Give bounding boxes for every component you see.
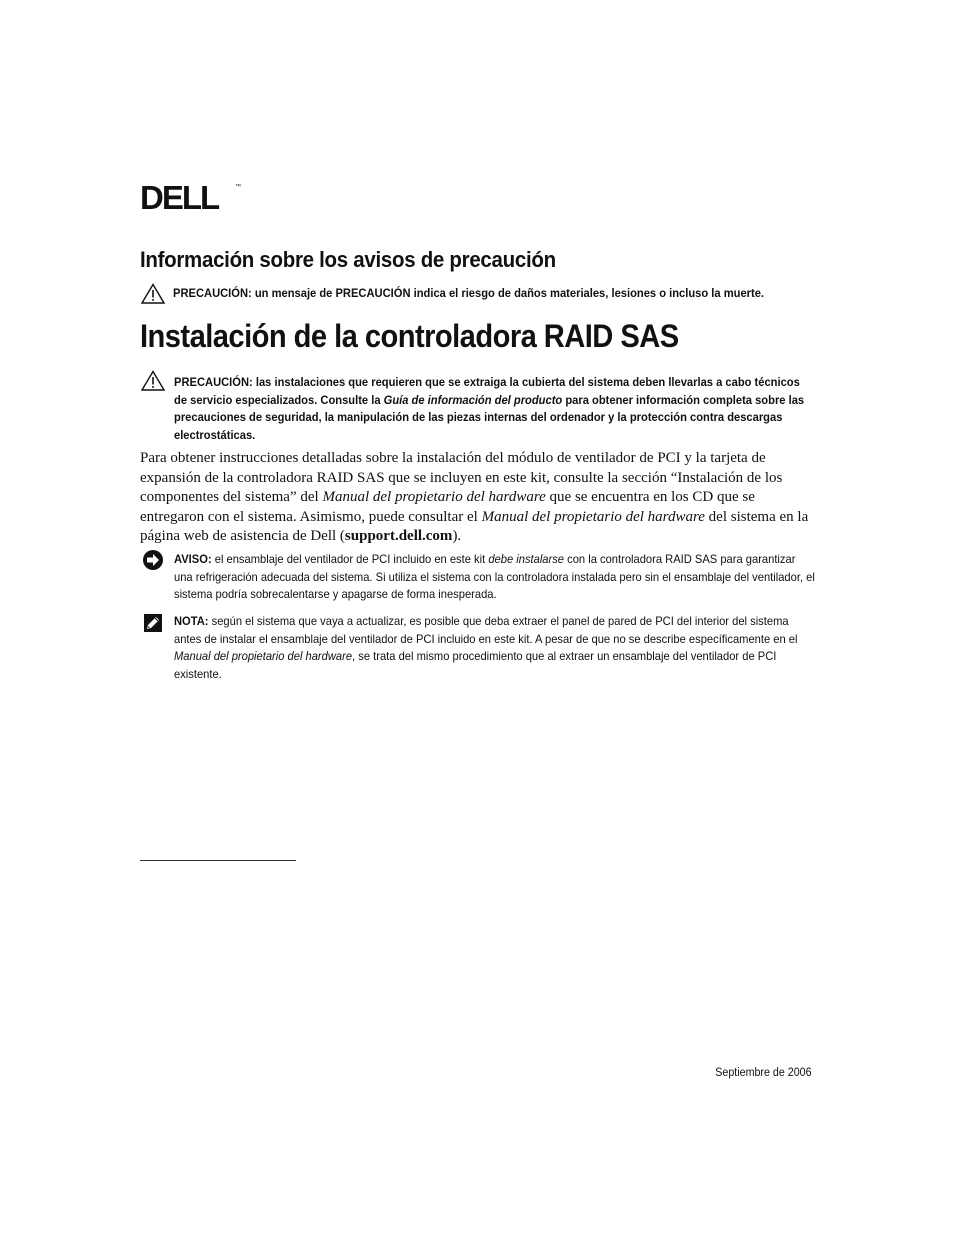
nota-text-part1: según el sistema que vaya a actualizar, es posible que deba extraer el panel de pared de PCI del interior del sistema antes de instalar el ensamblaje del ventilador de PCI incluido en este kit. A pesar de que no se describe específicamente en el (174, 614, 798, 646)
notice-arrow-icon (142, 549, 164, 571)
caution-text: un mensaje de PRECAUCIÓN indica el riesgo de daños materiales, lesiones o incluso la muerte. (254, 286, 765, 300)
caution-label: PRECAUCIÓN: (173, 286, 252, 300)
hardware-manual-title: Manual del propietario del hardware (481, 508, 705, 525)
support-link[interactable]: support.dell.com (344, 528, 453, 545)
aviso-label: AVISO: (174, 552, 212, 566)
body-text-2: que se encuentra en los CD que se entregaron con el sistema. Asimismo, puede consultar el (140, 489, 755, 525)
publication-date: Septiembre de 2006 (715, 1067, 812, 1079)
aviso-emphasis: debe instalarse (488, 552, 565, 566)
hardware-manual-title: Manual del propietario del hardware (174, 649, 353, 663)
caution-install-notice (174, 374, 816, 444)
warning-triangle-icon (141, 283, 165, 304)
nota-notice (174, 613, 816, 683)
footnote-divider (140, 860, 296, 861)
body-text-1: Para obtener instrucciones detalladas sobre la instalación del módulo de ventilador de PCI y la tarjeta de expansión de la controladora RAID SAS que se incluyen en este kit, consulte la sección “Instalación de los componentes del sistema” del (140, 450, 783, 506)
caution-text-part2: para obtener información completa sobre las precauciones de seguridad, la manipulación de las piezas internas del ordenador y la protección contra descargas electrostáticas. (174, 392, 805, 442)
warning-triangle-icon (141, 370, 165, 391)
logo-text: DELL (140, 181, 219, 213)
product-info-guide-title: Guía de información del producto (383, 392, 563, 407)
aviso-notice (174, 551, 816, 604)
note-pencil-icon (143, 613, 163, 633)
hardware-manual-title: Manual del propietario del hardware (322, 489, 546, 506)
install-instructions-paragraph (140, 449, 810, 547)
main-heading-raid-install: Instalación de la controladora RAID SAS (140, 318, 679, 354)
body-text-4: ). (452, 528, 462, 545)
caution-label: PRECAUCIÓN: (174, 375, 253, 389)
dell-logo (140, 181, 244, 213)
nota-text-part2: , se trata del mismo procedimiento que al extraer un ensamblaje del ventilador de PCI existente. (174, 649, 777, 681)
aviso-text-part2: con la controladora RAID SAS para garantizar una refrigeración adecuada del sistema. Si utiliza el sistema con la controladora instalada pero sin el ensamblaje del ventilador, el sistema podría sobrecalentarse y apagarse de forma inesperada. (174, 552, 815, 601)
nota-label: NOTA: (174, 614, 209, 628)
aviso-text-part1: el ensamblaje del ventilador de PCI incluido en este kit (214, 552, 486, 566)
section-heading-caution-info: Información sobre los avisos de precaución (140, 247, 556, 272)
caution-text-part1: las instalaciones que requieren que se extraiga la cubierta del sistema deben llevarlas a cabo técnicos de servicio especializados. Consulte la (174, 375, 800, 407)
caution-definition (173, 286, 764, 300)
trademark-symbol: ™ (235, 184, 241, 190)
body-text-3: del sistema en la página web de asistencia de Dell ( (140, 508, 809, 545)
